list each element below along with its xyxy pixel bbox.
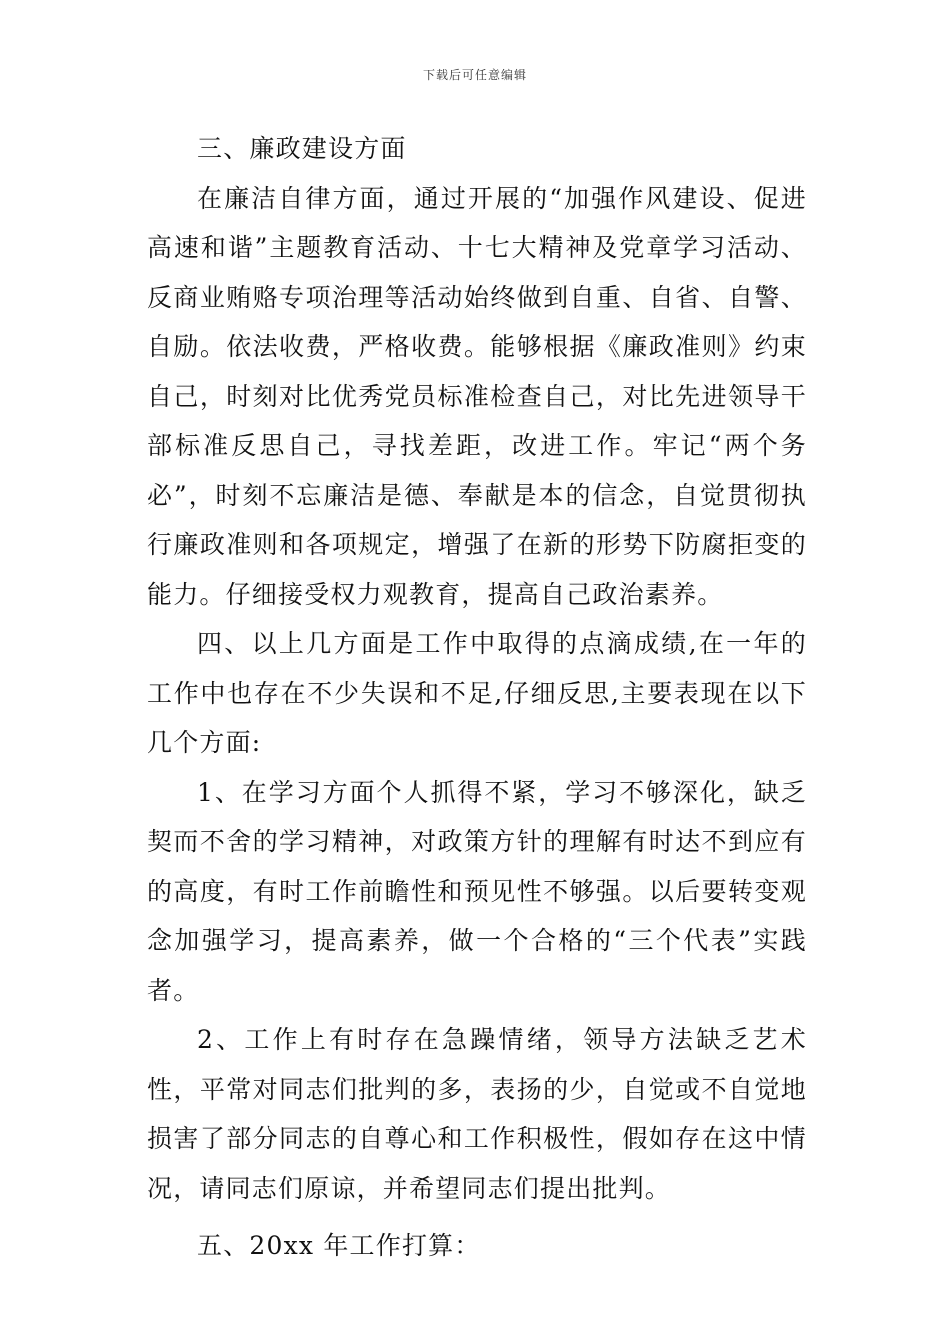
- document-body: [147, 124, 807, 1271]
- paragraph-self-discipline: 在廉洁自律方面，通过开展的“加强作风建设、促进高速和谐”主题教育活动、十七大精神及党章学习活动、反商业贿赂专项治理等活动始终做到自重、自省、自警、自励。依法收费，严格收费。能够根据《廉政准则》约束自己，时刻对比优秀党员标准检查自己，对比先进领导干部标准反思自己，寻找差距，改进工作。牢记“两个务必”，时刻不忘廉洁是德、奉献是本的信念，自觉贯彻执行廉政准则和各项规定，增强了在新的形势下防腐拒变的能力。仔细接受权力观教育，提高自己政治素养。: [147, 183, 807, 609]
- section-heading-shortcomings: 四、以上几方面是工作中取得的点滴成绩,在一年的工作中也存在不少失误和不足,仔细反思,主要表现在以下几个方面:: [147, 629, 807, 757]
- paragraph-work-issue: 2、工作上有时存在急躁情绪，领导方法缺乏艺术性，平常对同志们批判的多，表扬的少，自觉或不自觉地损害了部分同志的自尊心和工作积极性，假如存在这中情况，请同志们原谅，并希望同志们提出批判。: [147, 1025, 807, 1203]
- paragraph-study-issue: 1、在学习方面个人抓得不紧，学习不够深化，缺乏契而不舍的学习精神，对政策方针的理解有时达不到应有的高度，有时工作前瞻性和预见性不够强。以后要转变观念加强学习，提高素养，做一个合格的“三个代表”实践者。: [147, 777, 807, 1005]
- section-heading-integrity: 三、廉政建设方面: [197, 134, 407, 163]
- page-header-note: 下载后可任意编辑: [422, 68, 527, 82]
- section-heading-next-year-plan: 五、20xx 年工作打算：: [197, 1231, 481, 1260]
